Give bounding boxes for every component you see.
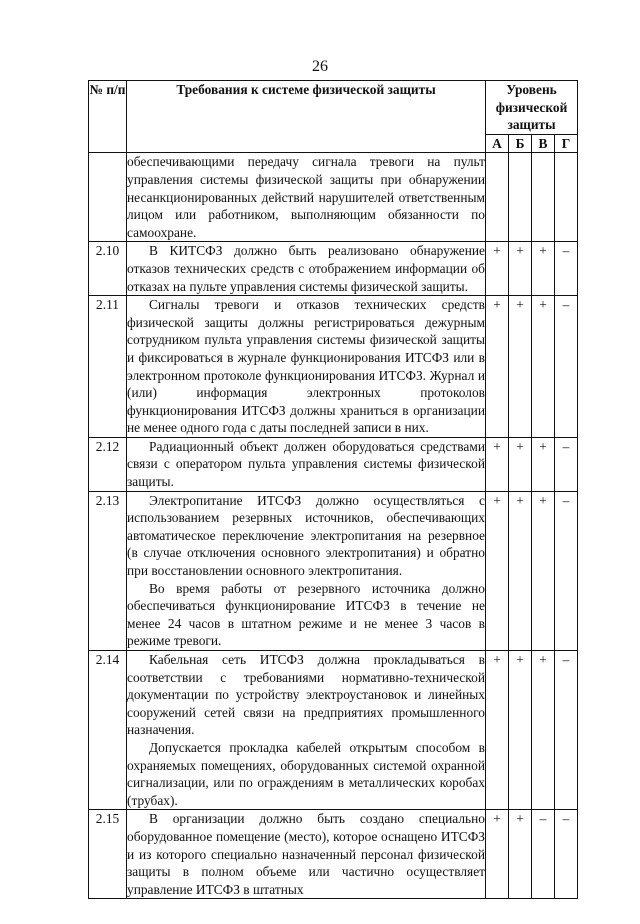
paragraph: Электропитание ИТСФЗ должно осуществляться с использованием резервных источников, обеспечивающих автоматическое переключение электропитания на резервное (в случае отключения основного электропитания) и обратно при восстановлении основного электропитания. (127, 492, 485, 579)
header-level-b: Б (509, 134, 532, 153)
row-number: 2.11 (89, 296, 127, 438)
mark-b: + (509, 437, 532, 491)
mark-g: – (555, 437, 578, 491)
mark-v (532, 153, 555, 242)
mark-v: + (532, 242, 555, 296)
page-number: 26 (312, 58, 328, 75)
paragraph: Допускается прокладка кабелей открытым способом в охраняемых помещениях, оборудованных системой охранной сигнализации, или по ограждениям в металлических коробах (трубах). (127, 739, 485, 808)
header-level-a: А (486, 134, 509, 153)
requirement-text (127, 437, 486, 491)
mark-b: + (509, 242, 532, 296)
header-requirements: Требования к системе физической защиты (127, 81, 486, 153)
mark-a: + (486, 491, 509, 650)
row-number: 2.10 (89, 242, 127, 296)
mark-g: – (555, 651, 578, 810)
mark-b: + (509, 491, 532, 650)
mark-g: – (555, 242, 578, 296)
mark-g: – (555, 810, 578, 899)
paragraph: Сигналы тревоги и отказов технических средств физической защиты должны регистрироваться дежурным сотрудником пульта управления системы физической защиты и фиксироваться в журнале функционирования ИТСФЗ или в электронном протоколе функционирования ИТСФЗ. Журнал и (или) информация электронных протоколов функционирования ИТСФЗ должны храниться в организации не менее одного года с даты последней записи в них. (127, 297, 485, 436)
mark-v: + (532, 296, 555, 438)
mark-a: + (486, 242, 509, 296)
mark-v: + (532, 437, 555, 491)
mark-a: + (486, 437, 509, 491)
header-level: Уровень физической защиты (486, 81, 578, 135)
requirement-text (127, 242, 486, 296)
mark-v: + (532, 491, 555, 650)
table-row (89, 296, 578, 438)
paragraph: Во время работы от резервного источника должно обеспечиваться функционирование ИТСФЗ в течение не менее 24 часов в штатном режиме и не менее 3 часов в режиме тревоги. (127, 580, 485, 649)
table-row (89, 810, 578, 899)
requirement-text (127, 296, 486, 438)
paragraph: В КИТСФЗ должно быть реализовано обнаружение отказов технических средств с отображением информации об отказах на пульте управления системы физической защиты. (127, 243, 485, 294)
mark-a: + (486, 810, 509, 899)
mark-g: – (555, 296, 578, 438)
table-row (89, 153, 578, 242)
table-row (89, 651, 578, 810)
mark-a: + (486, 296, 509, 438)
requirement-text (127, 651, 486, 810)
table-row (89, 242, 578, 296)
mark-g: – (555, 491, 578, 650)
mark-a (486, 153, 509, 242)
row-number: 2.15 (89, 810, 127, 899)
header-level-v: В (532, 134, 555, 153)
mark-b: + (509, 810, 532, 899)
row-number: 2.13 (89, 491, 127, 650)
requirement-text (127, 810, 486, 899)
requirement-text (127, 153, 486, 242)
mark-g (555, 153, 578, 242)
paragraph: Кабельная сеть ИТСФЗ должна прокладываться в соответствии с требованиями нормативно-технической документации по устройству электроустановок и линейных сооружений сетей связи на предприятиях промышленного назначения. (127, 652, 485, 738)
table-row (89, 437, 578, 491)
mark-a: + (486, 651, 509, 810)
mark-v: – (532, 810, 555, 899)
paragraph: обеспечивающими передачу сигнала тревоги на пульт управления системы физической защиты при обнаружении несанкционированных действий нарушителей ответственным лицом или работником, выполняющим обязанности по самоохране. (127, 154, 485, 240)
row-number (89, 153, 127, 242)
paragraph: В организации должно быть создано специально оборудованное помещение (место), которое оснащено ИТСФЗ и из которого специально назначенный персонал физической защиты в полном объеме или частично осуществляет управление ИТСФЗ в штатных (127, 811, 485, 897)
header-level-g: Г (555, 134, 578, 153)
mark-b: + (509, 296, 532, 438)
row-number: 2.14 (89, 651, 127, 810)
mark-b (509, 153, 532, 242)
paragraph: Радиационный объект должен оборудоваться средствами связи с оператором пульта управления системы физической защиты. (127, 438, 485, 490)
requirement-text (127, 491, 486, 650)
header-num: № п/п (89, 81, 127, 153)
mark-v: + (532, 651, 555, 810)
requirements-table (88, 80, 578, 899)
table-row (89, 491, 578, 650)
mark-b: + (509, 651, 532, 810)
row-number: 2.12 (89, 437, 127, 491)
